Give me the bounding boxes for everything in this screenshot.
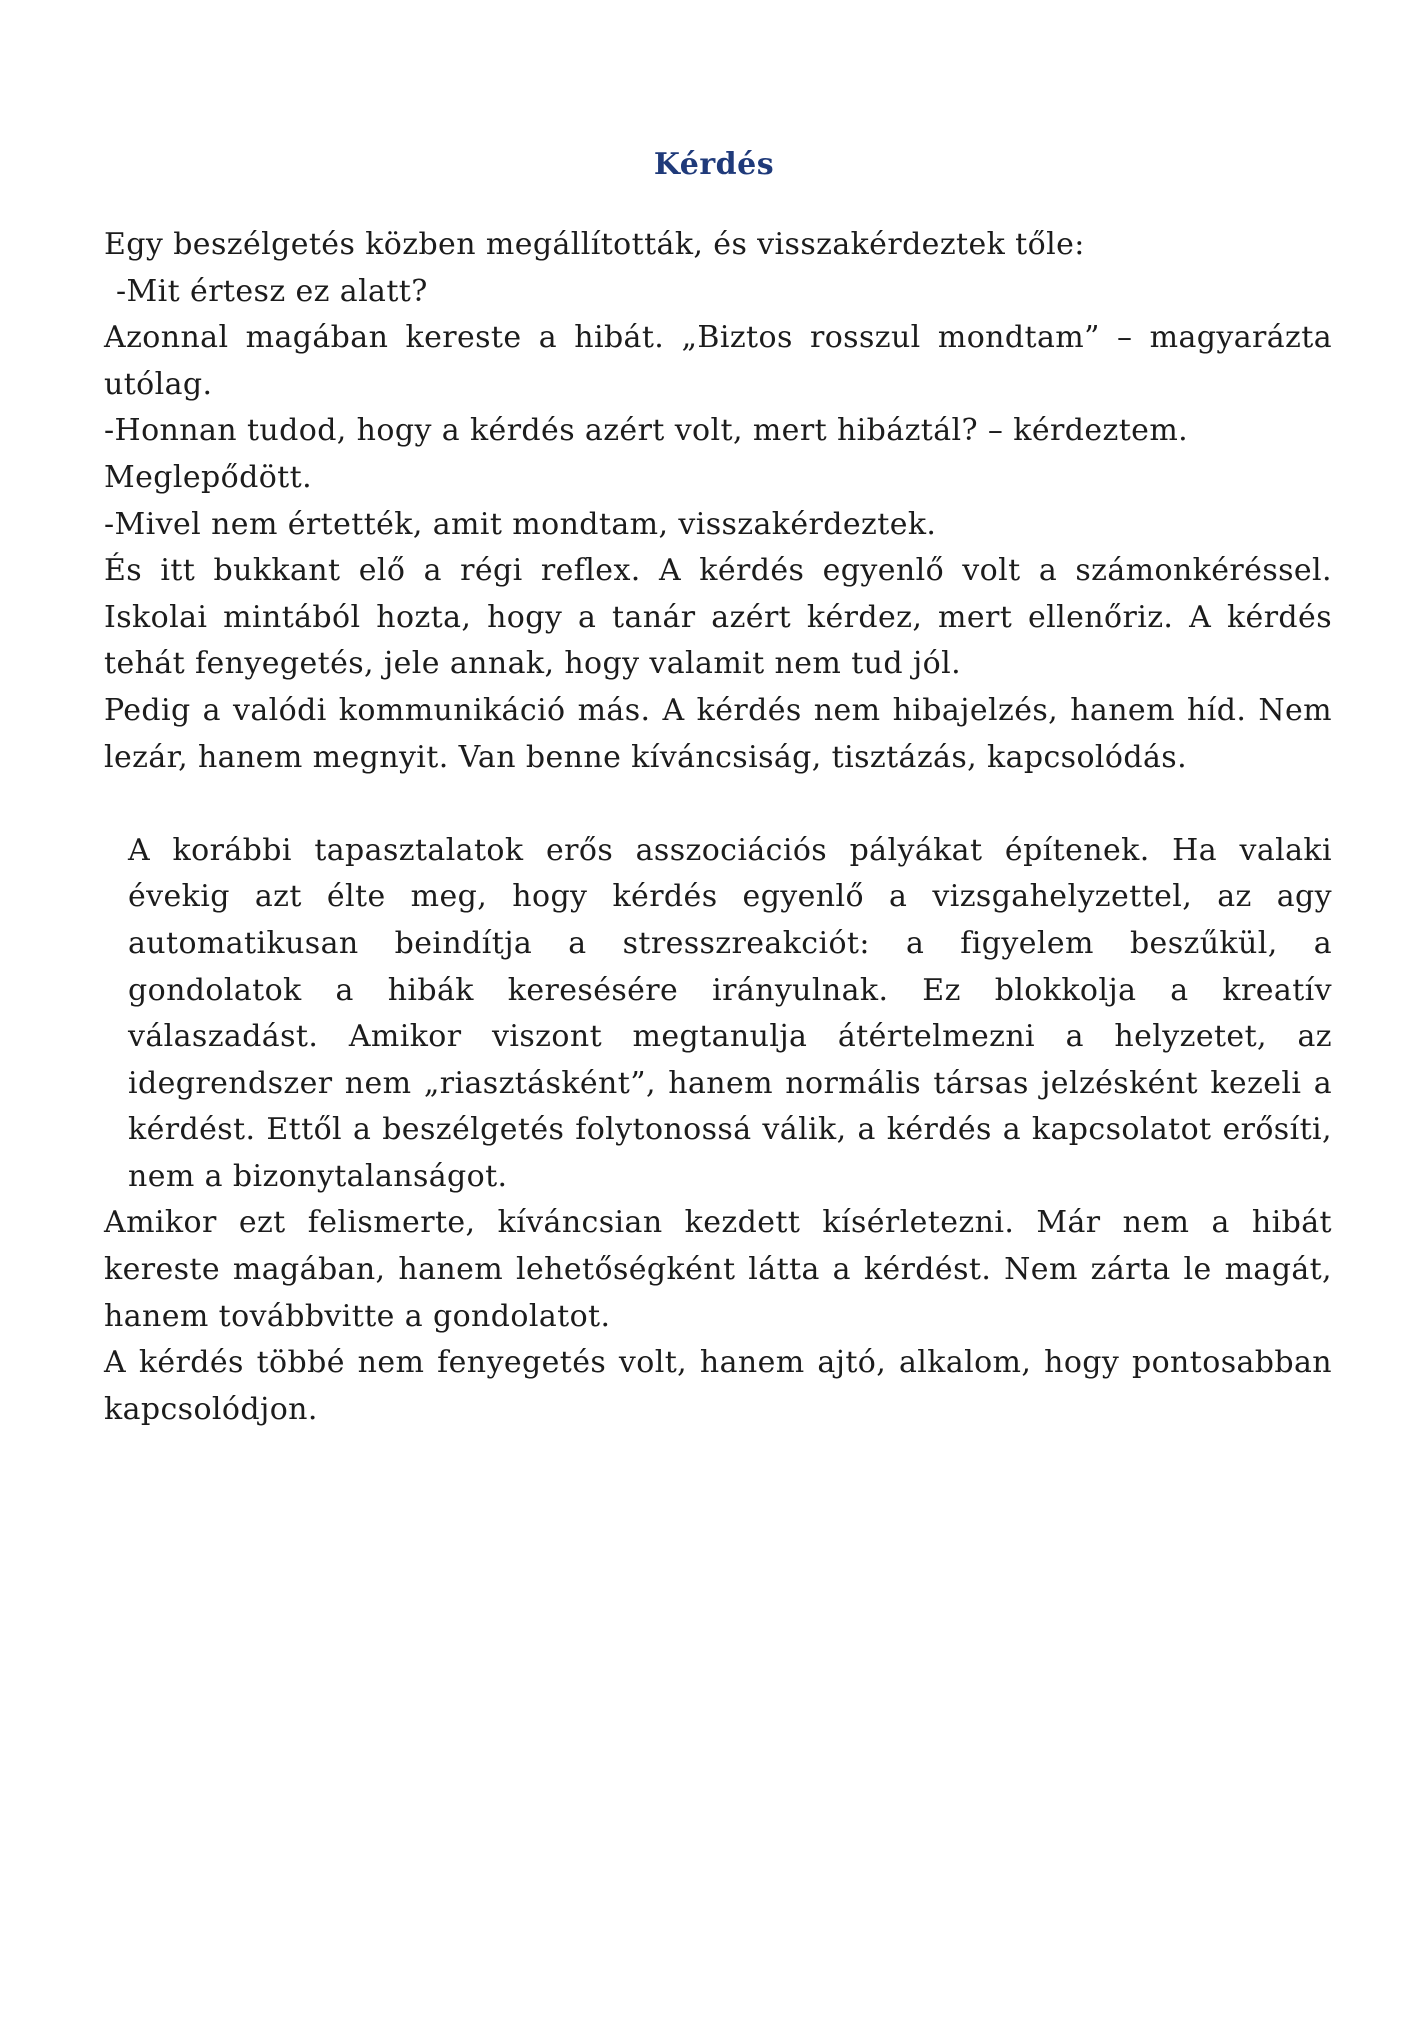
paragraph-11: A kérdés többé nem fenyegetés volt, hanem ajtó, alkalom, hogy pontosabban kapcsolódjon. (104, 1345, 1332, 1427)
paragraph-3: Azonnal magában kereste a hibát. „Biztos rosszul mondtam” – magyarázta utólag. (104, 320, 1332, 402)
document-body (104, 222, 1332, 1433)
paragraph-4: -Honnan tudod, hogy a kérdés azért volt, mert hibáztál? – kérdeztem. (104, 413, 1189, 449)
paragraph-6: -Mivel nem értették, amit mondtam, visszakérdeztek. (104, 506, 937, 542)
paragraph-gap (104, 781, 1332, 828)
paragraph-2: -Mit értesz ez alatt? (116, 273, 428, 309)
paragraph-1: Egy beszélgetés közben megállították, és visszakérdeztek tőle: (104, 227, 1085, 262)
paragraph-8: Pedig a valódi kommunikáció más. A kérdés nem hibajelzés, hanem híd. Nem lezár, hanem megnyit. Van benne kíváncsiság, tisztázás, kapcsolódás. (104, 692, 1332, 775)
page-title: Kérdés (653, 147, 775, 182)
paragraph-9: A korábbi tapasztalatok erős asszociációs pályákat építenek. Ha valaki évekig azt élte meg, hogy kérdés egyenlő a vizsgahelyzettel, az agy automatikusan beindítja a stresszreakciót: a figyelem beszűkül, a gondolatok a hibák keresésére irányulnak. Ez blokkolja a kreatív válaszadást. Amikor viszont megtanulja átértelmezni a helyzetet, az idegrendszer nem „riasztásként”, hanem normális társas jelzésként kezeli a kérdést. Ettől a beszélgetés folytonossá válik, a kérdés a kapcsolatot erősíti, nem a bizonytalanságot. (128, 832, 1332, 1194)
paragraph-5: Meglepődött. (104, 459, 313, 495)
paragraph-10: Amikor ezt felismerte, kíváncsian kezdett kísérletezni. Már nem a hibát kereste magában, hanem lehetőségként látta a kérdést. Nem zárta le magát, hanem továbbvitte a gondolatot. (104, 1205, 1332, 1334)
paragraph-7: És itt bukkant elő a régi reflex. A kérdés egyenlő volt a számonkéréssel. Iskolai mintából hozta, hogy a tanár azért kérdez, mert ellenőriz. A kérdés tehát fenyegetés, jele annak, hogy valamit nem tud jól. (104, 553, 1332, 682)
